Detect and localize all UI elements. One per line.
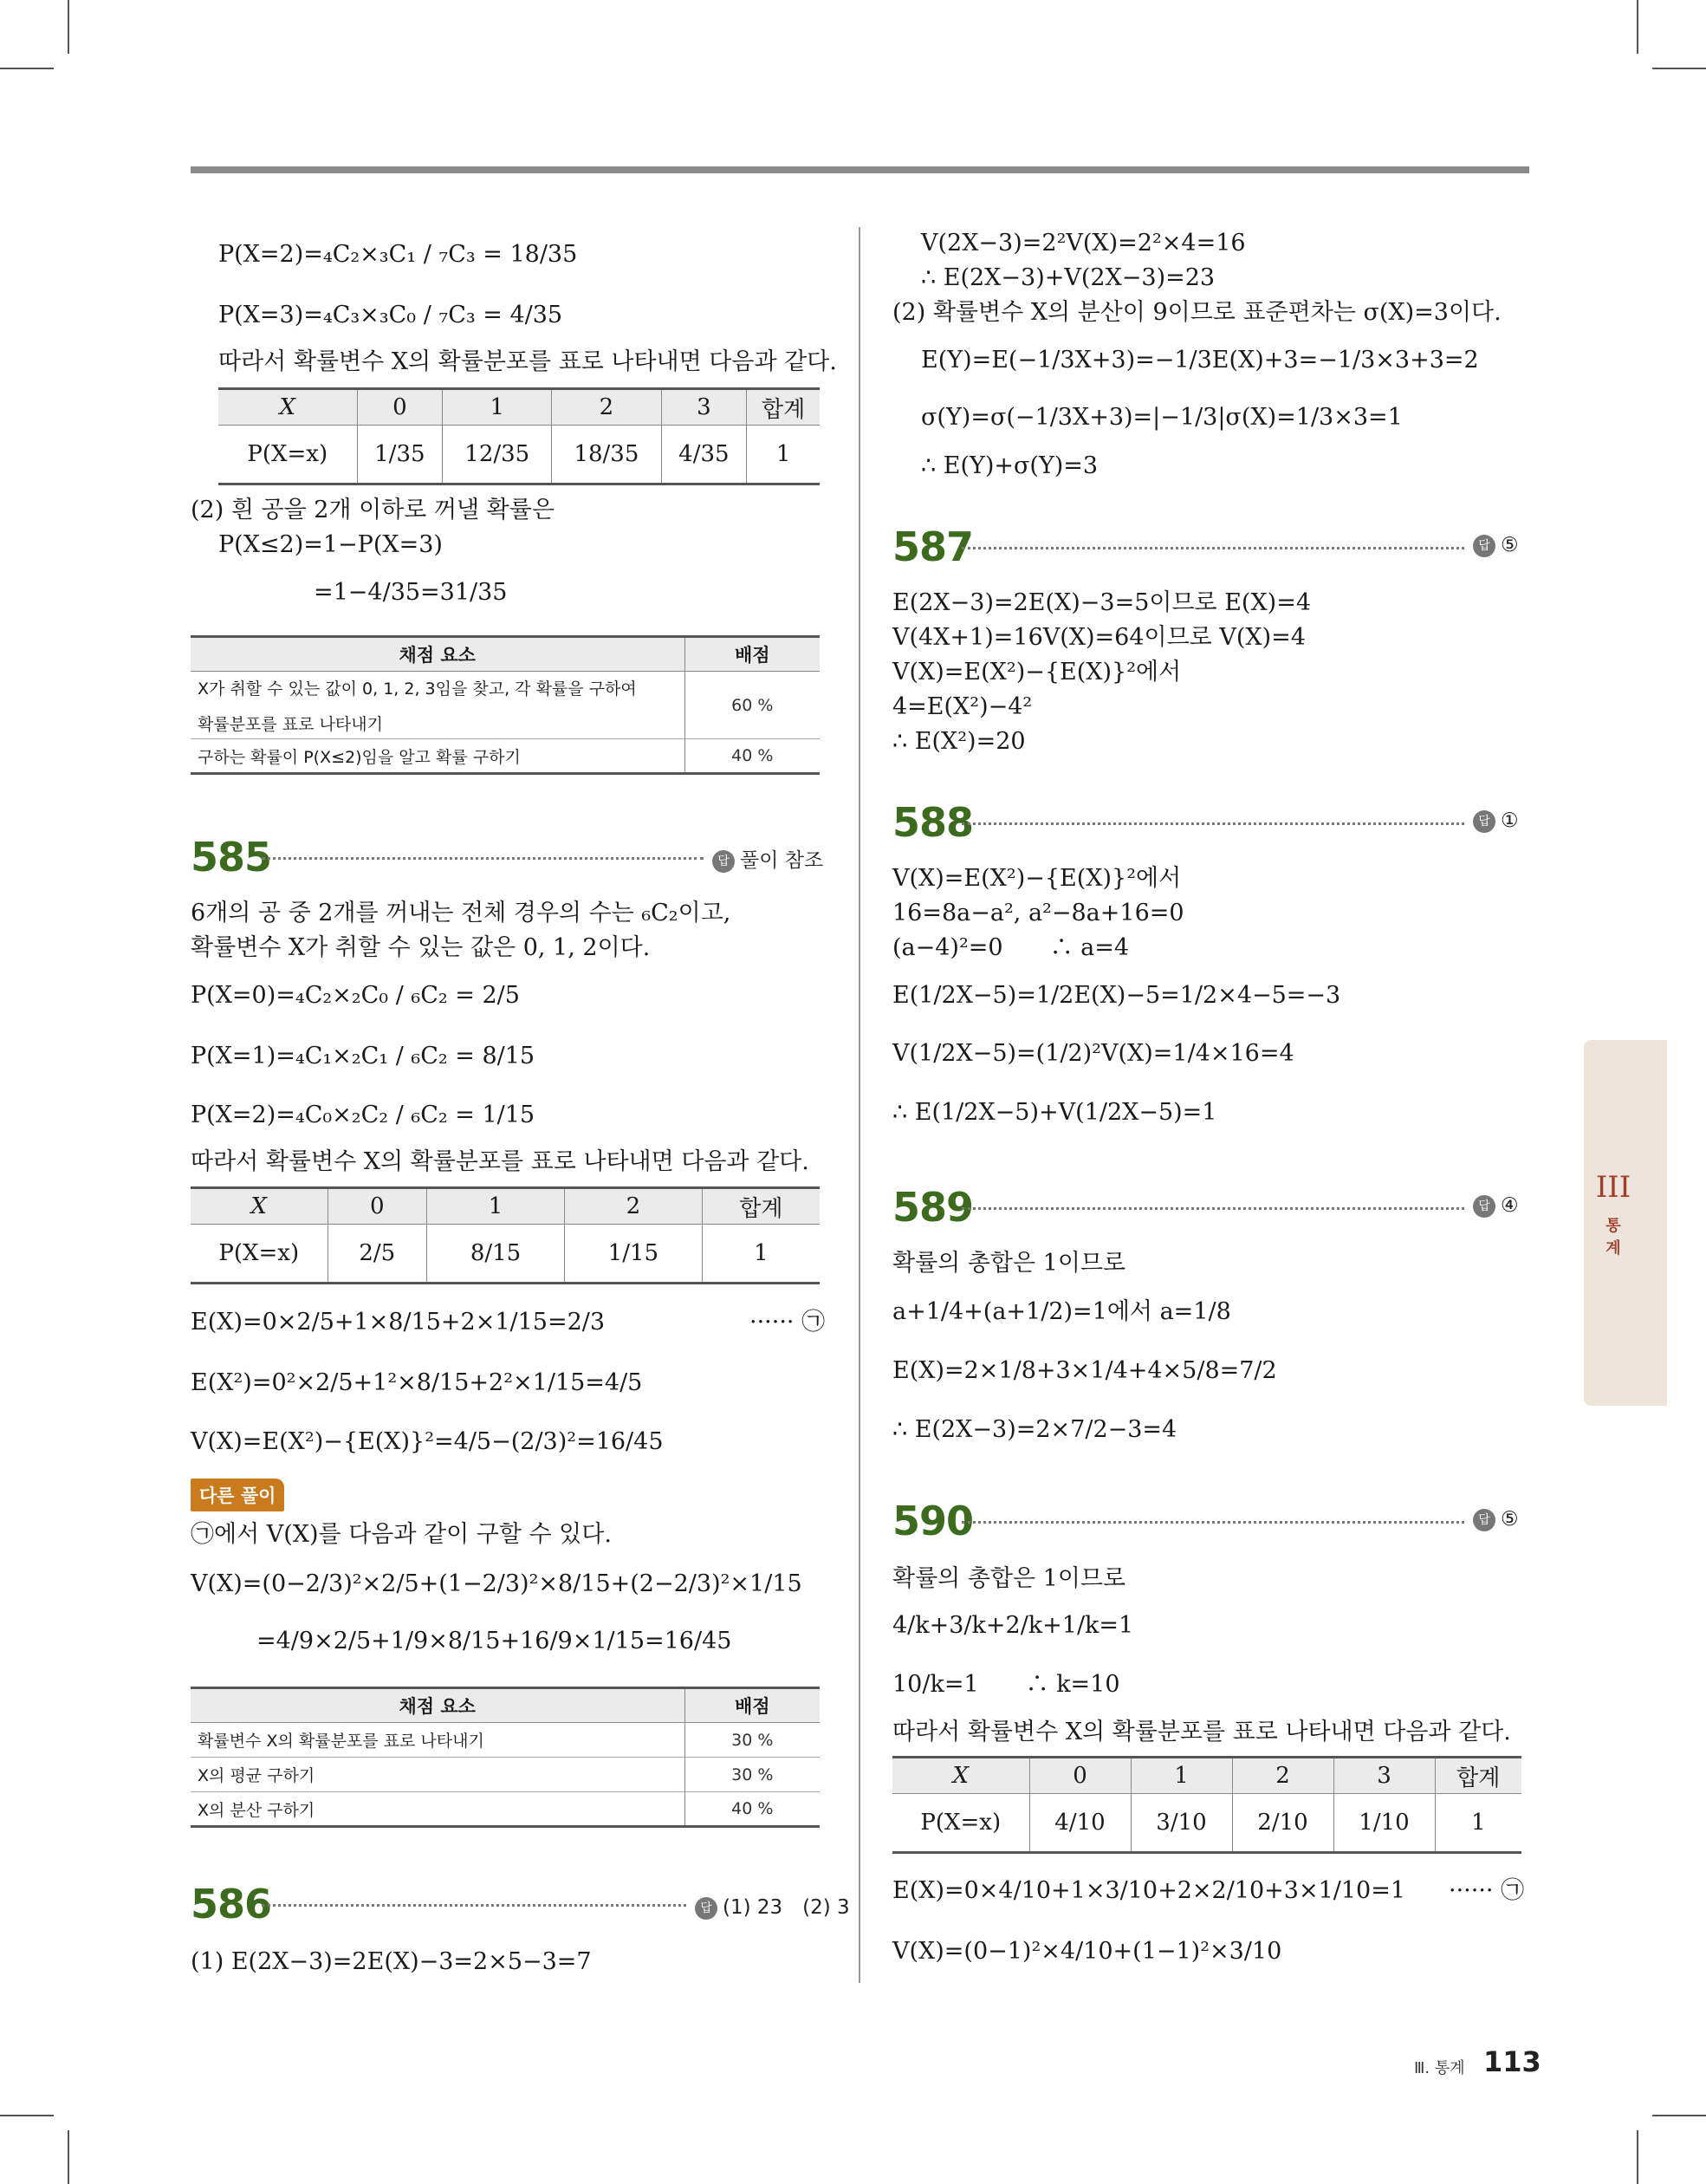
table-cell: 1/35 — [357, 426, 443, 484]
text-line: 따라서 확률변수 X의 확률분포를 표로 나타내면 다음과 같다. — [191, 1148, 809, 1175]
answer-text: ⑤ — [1501, 534, 1519, 556]
math-line: =4/9×2/5+1/9×8/15+16/9×1/15=16/45 — [256, 1628, 732, 1654]
crop-mark — [0, 68, 54, 69]
column-divider — [859, 227, 860, 1983]
text-line: 따라서 확률변수 X의 확률분포를 표로 나타내면 다음과 같다. — [218, 348, 837, 375]
table-header: 3 — [1333, 1758, 1435, 1794]
leader-dots — [262, 1904, 686, 1907]
answer-text: ⑤ — [1501, 1508, 1519, 1531]
answer-label — [695, 1891, 850, 1920]
text-line: 6개의 공 중 2개를 꺼내는 전체 경우의 수는 ₆C₂이고, — [191, 900, 731, 926]
chapter-label: 계 — [1605, 1239, 1621, 1258]
crop-mark — [0, 2115, 54, 2116]
math-line: P(X=2)=₄C₂×₃C₁ / ₇C₃ = 18/35 — [218, 241, 578, 268]
table-header: X — [191, 1188, 328, 1225]
answer-text: 풀이 참조 — [740, 849, 824, 872]
math-line: E(X)=2×1/8+3×1/4+4×5/8=7/2 — [892, 1357, 1277, 1384]
distribution-table — [892, 1756, 1521, 1854]
equation-mark: ······ ㉠ — [749, 1309, 826, 1336]
table-cell: 1 — [747, 426, 820, 484]
math-line: E(X)=0×2/5+1×8/15+2×1/15=2/3 — [191, 1309, 606, 1336]
table-header: 1 — [1131, 1758, 1232, 1794]
table-header: 0 — [357, 389, 443, 426]
leader-dots — [962, 547, 1464, 549]
table-cell: 4/10 — [1029, 1794, 1131, 1853]
math-line: V(X)=(0−1)²×4/10+(1−1)²×3/10 — [892, 1938, 1282, 1965]
table-cell: 60 % — [684, 672, 820, 739]
table-cell: 구하는 확률이 P(X≤2)임을 알고 확률 구하기 — [191, 739, 684, 774]
table-header: 채점 요소 — [191, 1688, 684, 1723]
text-line: 확률변수 X가 취할 수 있는 값은 0, 1, 2이다. — [191, 934, 651, 961]
crop-mark — [68, 2130, 69, 2184]
math-line: P(X=3)=₄C₃×₃C₀ / ₇C₃ = 4/35 — [218, 302, 563, 328]
math-line: P(X=0)=₄C₂×₂C₀ / ₆C₂ = 2/5 — [191, 982, 520, 1009]
math-line: V(2X−3)=2²V(X)=2²×4=16 — [921, 230, 1246, 257]
answer-tag-icon: 답 — [1473, 810, 1495, 833]
header-rule — [191, 166, 1529, 173]
math-line: E(X²)=0²×2/5+1²×8/15+2²×1/15=4/5 — [191, 1369, 643, 1396]
problem-number: 585 — [191, 834, 272, 881]
table-header: 배점 — [684, 637, 820, 672]
table-cell: X의 분산 구하기 — [191, 1792, 684, 1827]
table-cell: X의 평균 구하기 — [191, 1758, 684, 1792]
chapter-numeral: III — [1595, 1170, 1631, 1205]
page-number: 113 — [1483, 2045, 1541, 2078]
crop-mark — [68, 0, 69, 54]
answer-label — [1473, 1508, 1519, 1531]
problem-number: 590 — [892, 1498, 974, 1544]
problem-number: 589 — [892, 1184, 974, 1231]
chapter-side-tab — [1584, 1040, 1667, 1406]
footer-section: Ⅲ. 통계 — [1414, 2059, 1465, 2077]
answer-label — [1473, 1194, 1519, 1218]
table-header: 2 — [564, 1188, 702, 1225]
math-line: P(X=2)=₄C₀×₂C₂ / ₆C₂ = 1/15 — [191, 1102, 535, 1128]
scoring-table — [191, 1687, 820, 1828]
table-cell: 1/15 — [564, 1225, 702, 1284]
table-header: 3 — [661, 389, 747, 426]
table-cell: 확률변수 X의 확률분포를 표로 나타내기 — [191, 1723, 684, 1758]
table-row-label: P(X=x) — [247, 441, 328, 467]
table-cell: 4/35 — [661, 426, 747, 484]
table-cell: 12/35 — [443, 426, 552, 484]
answer-tag-icon: 답 — [695, 1897, 717, 1920]
math-line: ∴ E(2X−3)+V(2X−3)=23 — [921, 264, 1216, 291]
table-cell: 18/35 — [552, 426, 661, 484]
crop-mark — [1637, 2130, 1638, 2184]
math-line: V(X)=(0−2/3)²×2/5+(1−2/3)²×8/15+(2−2/3)²×1/15 — [191, 1570, 802, 1597]
math-line: V(X)=E(X²)−{E(X)}²에서 — [892, 659, 1182, 686]
leader-dots — [962, 1521, 1464, 1524]
crop-mark — [1652, 68, 1706, 69]
table-row-label: P(X=x) — [920, 1810, 1002, 1836]
score-item: X가 취할 수 있는 값이 0, 1, 2, 3임을 찾고, 각 확률을 구하여 — [198, 679, 637, 699]
math-line: ∴ E(X²)=20 — [892, 728, 1026, 755]
math-line: 10/k=1 ∴ k=10 — [892, 1671, 1120, 1698]
table-cell: 2/10 — [1232, 1794, 1333, 1853]
table-cell: 1/10 — [1333, 1794, 1435, 1853]
score-item: 확률분포를 표로 나타내기 — [198, 714, 383, 734]
answer-text: ④ — [1501, 1194, 1519, 1217]
math-line: P(X=1)=₄C₁×₂C₁ / ₆C₂ = 8/15 — [191, 1043, 535, 1069]
leader-dots — [262, 857, 704, 860]
math-line: P(X≤2)=1−P(X=3) — [218, 531, 443, 558]
table-header: 합계 — [1435, 1758, 1521, 1794]
table-header: 합계 — [747, 389, 820, 426]
leader-dots — [962, 1207, 1464, 1210]
table-header: 2 — [1232, 1758, 1333, 1794]
problem-number: 586 — [191, 1881, 272, 1927]
table-row-label: P(X=x) — [218, 1240, 300, 1266]
table-header: 0 — [328, 1188, 427, 1225]
math-line: 4/k+3/k+2/k+1/k=1 — [892, 1612, 1134, 1639]
answer-label — [712, 844, 823, 873]
table-header: X — [892, 1758, 1029, 1794]
table-cell: 8/15 — [427, 1225, 565, 1284]
table-cell — [191, 672, 684, 739]
math-line: ∴ E(1/2X−5)+V(1/2X−5)=1 — [892, 1099, 1217, 1126]
answer-tag-icon: 답 — [1473, 535, 1495, 557]
table-cell: 30 % — [684, 1758, 820, 1792]
equation-mark: ······ ㉠ — [1449, 1877, 1525, 1904]
alt-solution-badge: 다른 풀이 — [191, 1479, 284, 1511]
math-line: E(2X−3)=2E(X)−3=5이므로 E(X)=4 — [892, 589, 1312, 616]
table-header: 합계 — [702, 1188, 820, 1225]
math-line: V(X)=E(X²)−{E(X)}²=4/5−(2/3)²=16/45 — [191, 1428, 664, 1455]
distribution-table — [191, 1186, 820, 1284]
table-cell: 40 % — [684, 739, 820, 774]
math-line: V(X)=E(X²)−{E(X)}²에서 — [892, 865, 1182, 892]
table-header: 배점 — [684, 1688, 820, 1723]
table-cell: 30 % — [684, 1723, 820, 1758]
text-line: (2) 흰 공을 2개 이하로 꺼낼 확률은 — [191, 497, 555, 523]
text-line: 확률의 총합은 1이므로 — [892, 1565, 1126, 1592]
math-line: =1−4/35=31/35 — [314, 579, 508, 606]
answer-text: ① — [1501, 809, 1519, 832]
math-line: a+1/4+(a+1/2)=1에서 a=1/8 — [892, 1298, 1231, 1325]
math-line: 16=8a−a², a²−8a+16=0 — [892, 900, 1184, 926]
scoring-table — [191, 635, 820, 775]
answer-tag-icon: 답 — [1473, 1195, 1495, 1218]
distribution-table — [218, 387, 820, 485]
table-header: 1 — [427, 1188, 565, 1225]
table-header: 0 — [1029, 1758, 1131, 1794]
table-cell: 40 % — [684, 1792, 820, 1827]
text-line: ㉠에서 V(X)를 다음과 같이 구할 수 있다. — [191, 1521, 612, 1548]
math-line: E(Y)=E(−1/3X+3)=−1/3E(X)+3=−1/3×3+3=2 — [921, 347, 1479, 374]
table-header: X — [218, 389, 357, 426]
text-line: 따라서 확률변수 X의 확률분포를 표로 나타내면 다음과 같다. — [892, 1719, 1511, 1745]
math-line: V(4X+1)=16V(X)=64이므로 V(X)=4 — [892, 624, 1306, 651]
table-cell: 2/5 — [328, 1225, 427, 1284]
crop-mark — [1637, 0, 1638, 54]
text-line: (2) 확률변수 X의 분산이 9이므로 표준편차는 σ(X)=3이다. — [892, 299, 1502, 326]
table-header: 채점 요소 — [191, 637, 684, 672]
math-line: E(1/2X−5)=1/2E(X)−5=1/2×4−5=−3 — [892, 982, 1341, 1009]
math-line: (a−4)²=0 ∴ a=4 — [892, 934, 1130, 961]
leader-dots — [962, 822, 1464, 825]
table-cell: 1 — [702, 1225, 820, 1284]
problem-number: 587 — [892, 523, 974, 570]
table-cell: 1 — [1435, 1794, 1521, 1853]
math-line: ∴ E(Y)+σ(Y)=3 — [921, 452, 1099, 479]
answer-tag-icon: 답 — [712, 850, 735, 873]
table-cell: 3/10 — [1131, 1794, 1232, 1853]
answer-text: (1) 23 (2) 3 — [723, 1896, 850, 1919]
answer-label — [1473, 534, 1519, 557]
math-line: (1) E(2X−3)=2E(X)−3=2×5−3=7 — [191, 1948, 592, 1975]
chapter-label: 통 — [1605, 1217, 1621, 1235]
math-line: 4=E(X²)−4² — [892, 693, 1033, 720]
table-header: 2 — [552, 389, 661, 426]
math-line: V(1/2X−5)=(1/2)²V(X)=1/4×16=4 — [892, 1040, 1294, 1067]
math-line: E(X)=0×4/10+1×3/10+2×2/10+3×1/10=1 — [892, 1877, 1406, 1904]
problem-number: 588 — [892, 799, 974, 846]
math-line: σ(Y)=σ(−1/3X+3)=|−1/3|σ(X)=1/3×3=1 — [921, 404, 1403, 431]
text-line: 확률의 총합은 1이므로 — [892, 1250, 1126, 1277]
answer-tag-icon: 답 — [1473, 1509, 1495, 1531]
answer-label — [1473, 809, 1519, 833]
table-header: 1 — [443, 389, 552, 426]
crop-mark — [1652, 2115, 1706, 2116]
math-line: ∴ E(2X−3)=2×7/2−3=4 — [892, 1416, 1177, 1443]
